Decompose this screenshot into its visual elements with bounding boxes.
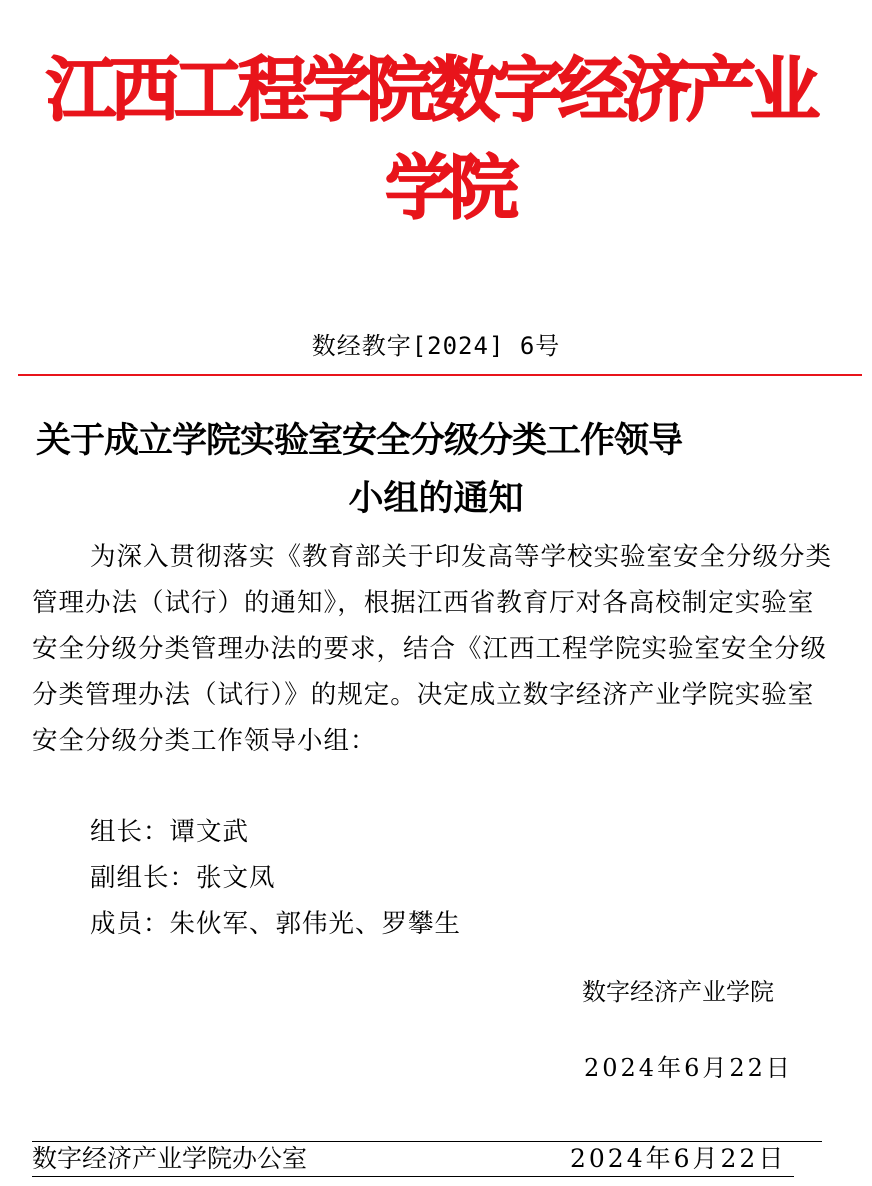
footer-date: 2024年6月22日: [570, 1144, 787, 1173]
group-members: 成员：朱伙军、郭伟光、罗攀生: [90, 909, 462, 939]
body-paragraph-text: 为深入贯彻落实《教育部关于印发高等学校实验室安全分级分类管理办法（试行）的通知》，根据江西省教育厅对各高校制定实验室安全分级分类管理办法的要求，结合《江西工程学院实验室安全分级分类管理办法（试行）》的规定。决定成立数字经济产业学院实验室安全分级分类工作领导小组：: [32, 542, 833, 756]
notice-title: 关于成立学院实验室安全分级分类工作领导: [36, 421, 683, 461]
red-divider: [18, 374, 862, 376]
group-leader: 组长：谭文武: [90, 817, 250, 847]
footer-divider-bottom: [32, 1176, 794, 1177]
footer-office: 数字经济产业学院办公室: [32, 1144, 308, 1173]
group-vice-leader: 副组长：张文凤: [90, 863, 276, 893]
document-number: 数经教字[2024] 6号: [311, 332, 561, 360]
signature-date: 2024年6月22日: [584, 1054, 793, 1082]
header-title-continued: 学院: [385, 147, 513, 229]
body-paragraph: [32, 534, 832, 764]
header-title: 江西工程学院数字经济产业: [46, 49, 814, 131]
notice-title-continued: 小组的通知: [348, 479, 524, 519]
signature-organization: 数字经济产业学院: [582, 978, 774, 1006]
